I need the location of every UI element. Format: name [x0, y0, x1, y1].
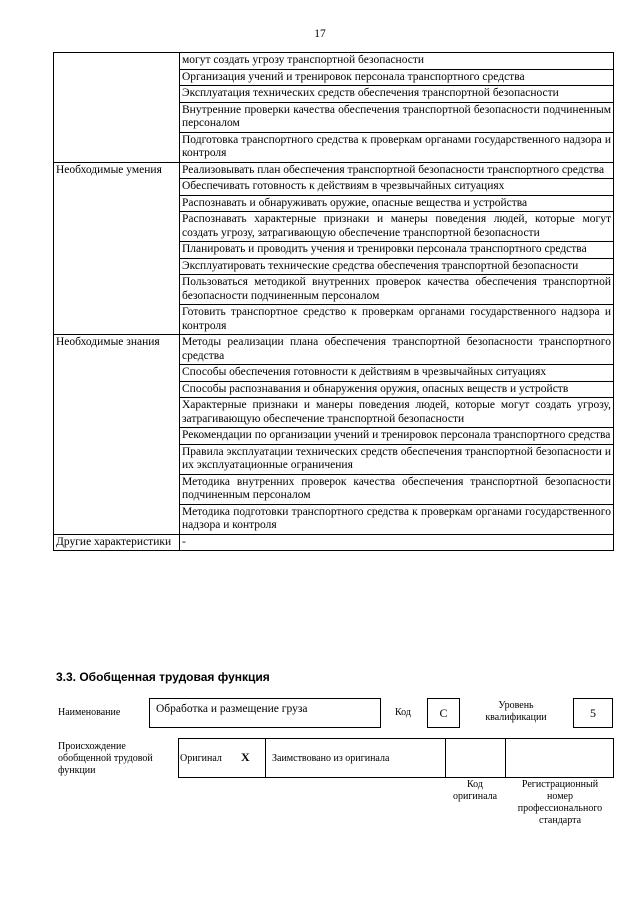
row-label: Необходимые знания	[54, 335, 180, 535]
table-row	[54, 53, 614, 70]
row-text: Методы реализации плана обеспечения транспортной безопасности транспортного средства	[180, 335, 614, 365]
row-text: Эксплуатация технических средств обеспечения транспортной безопасности	[180, 86, 614, 103]
row-label: Другие характеристики	[54, 534, 180, 551]
table-row	[54, 534, 614, 551]
row-text: Методика внутренних проверок качества обеспечения транспортной безопасности подчиненным персоналом	[180, 474, 614, 504]
name-label: Наименование	[58, 707, 121, 718]
row-text: Характерные признаки и манеры поведения людей, которые могут создать угрозу, затрагивающую обеспечение транспортной безопасности	[180, 398, 614, 428]
row-text: -	[180, 534, 614, 551]
row-text: Обеспечивать готовность к действиям в чрезвычайных ситуациях	[180, 179, 614, 196]
table-row	[54, 335, 614, 365]
row-text: Способы обеспечения готовности к действиям в чрезвычайных ситуациях	[180, 365, 614, 382]
row-text: Организация учений и тренировок персонала транспортного средства	[180, 69, 614, 86]
row-text: Планировать и проводить учения и тренировки персонала транспортного средства	[180, 242, 614, 259]
borrowed-label: Заимствовано из оригинала	[272, 753, 390, 764]
original-mark: X	[241, 750, 250, 764]
code-label: Код	[395, 707, 411, 718]
section-title: 3.3. Обобщенная трудовая функция	[56, 670, 270, 684]
name-value: Обработка и размещение груза	[156, 703, 308, 715]
code-value-box	[427, 698, 460, 728]
row-text: Методика подготовки транспортного средства к проверкам органами государственного надзора и контроля	[180, 504, 614, 534]
code-value: C	[439, 706, 448, 720]
row-text: Внутренние проверки качества обеспечения транспортной безопасности подчиненным персоналом	[180, 102, 614, 132]
reg-number-caption: Регистрационный номер профессионального стандарта	[517, 779, 603, 826]
competencies-table	[53, 52, 614, 551]
row-text: Правила эксплуатации технических средств обеспечения транспортной безопасности и их эксплуатационные ограничения	[180, 444, 614, 474]
level-value-box	[573, 698, 613, 728]
row-label: Необходимые умения	[54, 162, 180, 335]
row-text: Подготовка транспортного средства к проверкам органами государственного надзора и контроля	[180, 132, 614, 162]
code-original-caption: Код оригинала	[452, 779, 498, 802]
row-text: Реализовывать план обеспечения транспортной безопасности транспортного средства	[180, 162, 614, 179]
level-label: Уровень квалификации	[485, 700, 547, 723]
row-text: Способы распознавания и обнаружения оружия, опасных веществ и устройств	[180, 381, 614, 398]
page-number: 17	[314, 28, 326, 40]
origin-divider	[265, 738, 266, 778]
level-value: 5	[590, 706, 596, 720]
table-row	[54, 162, 614, 179]
origin-divider	[445, 738, 446, 778]
origin-label: Происхождение обобщенной трудовой функции	[58, 741, 153, 776]
original-label: Оригинал	[180, 753, 222, 764]
row-text: Эксплуатировать технические средства обеспечения транспортной безопасности	[180, 258, 614, 275]
row-text: Готовить транспортное средство к проверкам органами государственного надзора и контроля	[180, 305, 614, 335]
name-value-box	[149, 698, 381, 728]
row-text: Рекомендации по организации учений и тренировок персонала транспортного средства	[180, 428, 614, 445]
row-label	[54, 53, 180, 163]
row-text: Распознавать характерные признаки и манеры поведения людей, которые могут создать угрозу, затрагивающую обеспечение транспортной безопасности	[180, 212, 614, 242]
row-text: могут создать угрозу транспортной безопасности	[180, 53, 614, 70]
row-text: Распознавать и обнаруживать оружие, опасные вещества и устройства	[180, 195, 614, 212]
row-text: Пользоваться методикой внутренних проверок качества обеспечения транспортной безопасности подчиненным персоналом	[180, 275, 614, 305]
origin-divider	[505, 738, 506, 778]
